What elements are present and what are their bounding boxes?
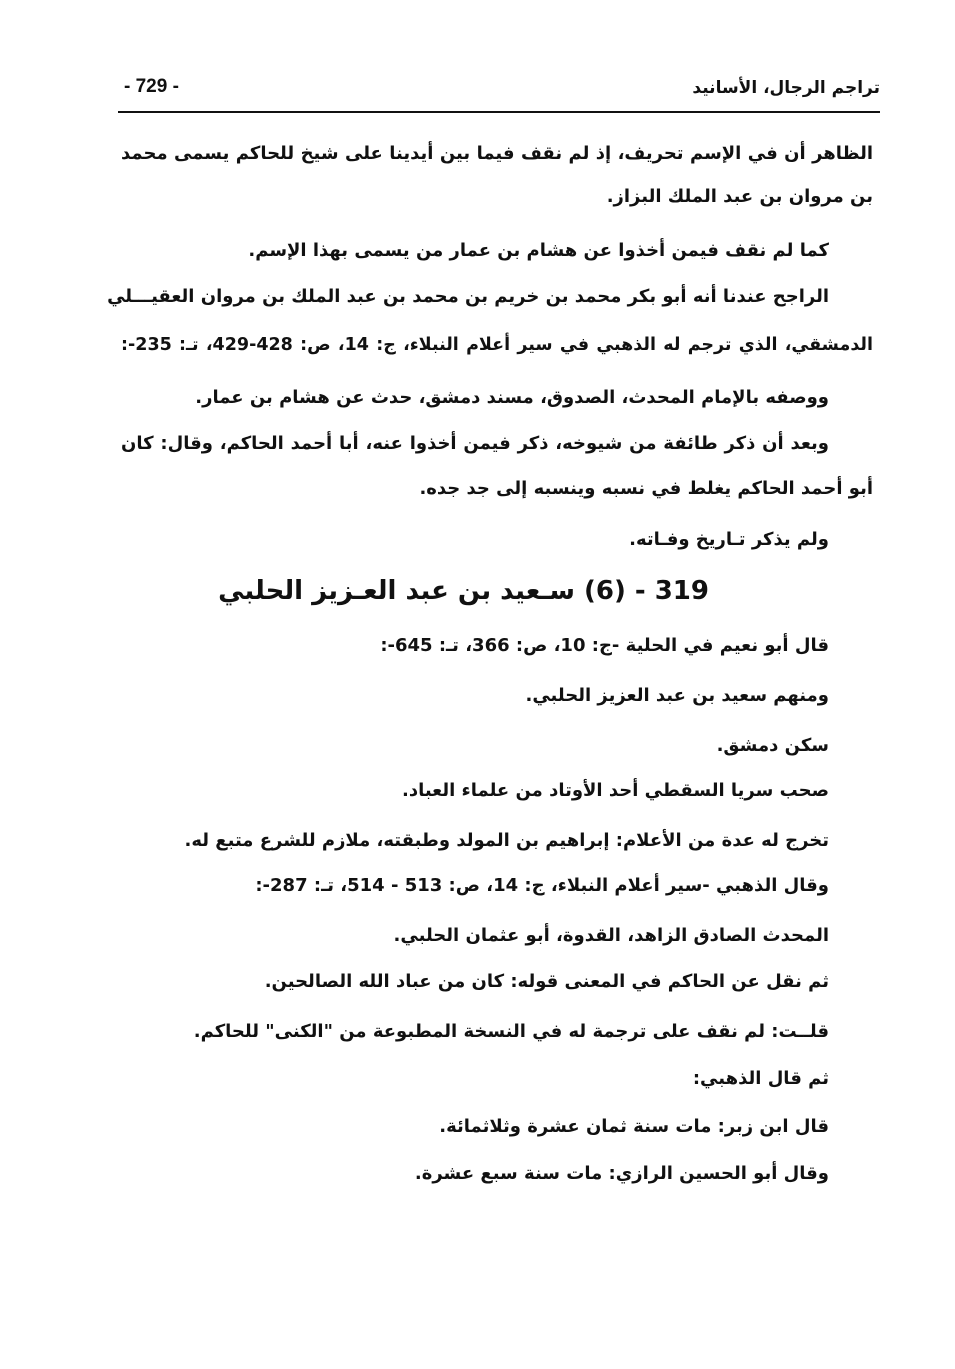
- text-line: أبو أحمد الحاكم يغلط في نسبه وينسبه إلى جد جده.: [419, 478, 873, 499]
- text-line: ووصفه بالإمام المحدث، الصدوق، مسند دمشق، حدث عن هشام بن عمار.: [195, 387, 829, 408]
- text-line: صحب سريا السقطي أحد الأوتاد من علماء العباد.: [402, 780, 829, 801]
- text-line: المحدث الصادق الزاهد، القدوة، أبو عثمان الحلبي.: [393, 925, 829, 946]
- entry-heading: 319 - (6) سـعيد بن عبد العـزيز الحلبي: [218, 576, 709, 606]
- text-line: بن مروان بن عبد الملك البزاز.: [606, 186, 873, 207]
- running-title: تراجم الرجال، الأسانيد: [692, 78, 880, 98]
- text-line: وبعد أن ذكر طائفة من شيوخه، ذكر فيمن أخذوا عنه، أبا أحمد الحاكم، وقال: كان: [121, 433, 829, 454]
- text-line: قلــت: لم نقف على ترجمة له في النسخة المطبوعة من "الكنى" للحاكم.: [193, 1021, 829, 1042]
- text-line: ولم يذكر تـاريخ وفـاته.: [629, 529, 829, 550]
- text-line: قال أبو نعيم في الحلية -ج: 10، ص: 366، تـ: 645-:: [380, 635, 829, 656]
- text-line: وقال الذهبي -سير أعلام النبلاء، ج: 14، ص: 513 - 514، تـ: 287-:: [255, 875, 829, 896]
- page-header: [118, 74, 880, 108]
- header-divider: [118, 111, 880, 113]
- text-line: ثم نقل عن الحاكم في المعنى قوله: كان من عباد الله الصالحين.: [264, 971, 829, 992]
- text-line: الظاهر أن في الإسم تحريف، إذ لم نقف فيما بين أيدينا على شيخ للحاكم يسمى محمد: [121, 143, 873, 164]
- text-line: كما لم نقف فيمن أخذوا عن هشام بن عمار من يسمى بهذا الإسم.: [248, 240, 829, 261]
- text-line: تخرج له عدة من الأعلام: إبراهيم بن المولد وطبقته، ملازم للشرع متبع له.: [184, 830, 829, 851]
- text-line: الدمشقي، الذي ترجم له الذهبي في سير أعلام النبلاء، ج: 14، ص: 428-429، تـ: 235-:: [121, 335, 874, 355]
- text-line: ثم قال الذهبي:: [692, 1068, 829, 1089]
- text-line: ومنهم سعيد بن عبد العزيز الحلبي.: [525, 685, 829, 706]
- page-number: - 729 -: [124, 76, 179, 97]
- text-line: سكن دمشق.: [716, 735, 829, 756]
- text-line: الراجح عندنا أنه أبو بكر محمد بن خريم بن محمد بن عبد الملك بن مروان العقيـــلي: [107, 286, 829, 307]
- text-line: قال ابن زبر: مات سنة ثمان عشرة وثلاثمائة.: [439, 1116, 829, 1137]
- text-line: وقال أبو الحسين الرازي: مات سنة سبع عشرة.: [414, 1163, 829, 1184]
